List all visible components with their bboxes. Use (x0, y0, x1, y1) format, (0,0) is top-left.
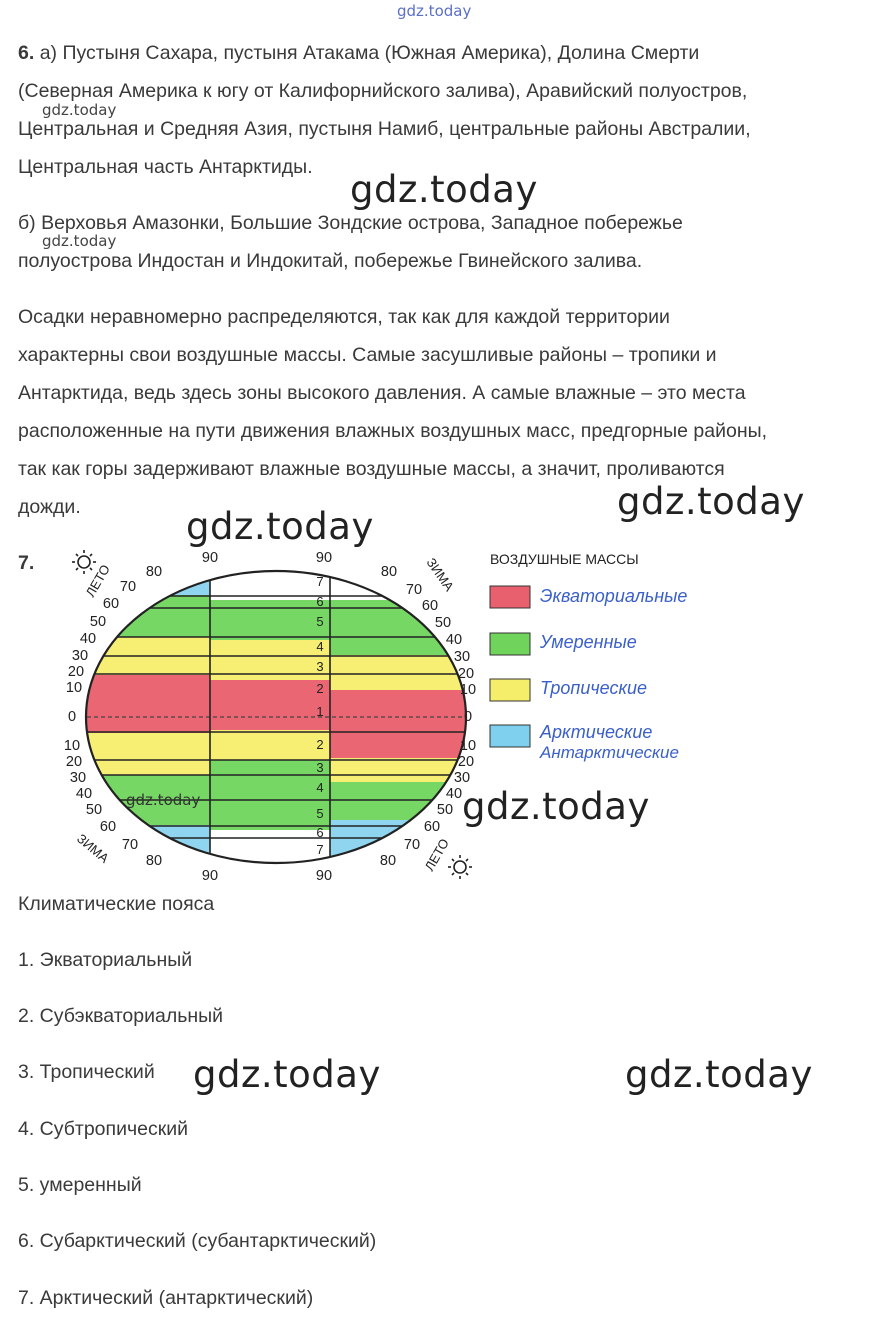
legend-label-temperate: Умеренные (540, 632, 637, 652)
latitude-label: 40 (79, 631, 97, 647)
winter-label-bottom: ЗИМА (74, 830, 112, 866)
latitude-label: 70 (405, 582, 423, 598)
air-masses-diagram (0, 540, 875, 880)
band-left-equatorial (80, 675, 210, 733)
watermark-top: gdz.today (397, 2, 472, 20)
latitude-label: 80 (145, 853, 163, 869)
latitude-label: 40 (75, 786, 93, 802)
latitude-label: 0 (463, 709, 473, 725)
explanation-line-2: характерны свои воздушные массы. Самые засушливые районы – тропики и (18, 344, 717, 366)
belt-number-label: 2 (316, 681, 324, 696)
watermark: gdz.today (350, 168, 538, 211)
latitude-label: 20 (457, 666, 475, 682)
latitude-label: 60 (99, 819, 117, 835)
latitude-label: 20 (67, 664, 85, 680)
explanation-line-3: Антарктида, ведь здесь зоны высокого давления. А самые влажные – это места (18, 382, 746, 404)
task6-b-text-2: полуострова Индостан и Индокитай, побережье Гвинейского залива. (18, 250, 643, 272)
explanation-line-6: дожди. (18, 496, 81, 518)
latitude-label: 40 (445, 786, 463, 802)
watermark: gdz.today (617, 480, 805, 523)
belt-number-label: 2 (316, 737, 324, 752)
belt-number-label: 6 (316, 594, 324, 609)
watermark: gdz.today (193, 1053, 381, 1096)
band-middle-temperate-s (210, 760, 330, 830)
task6-a-text-1: а) Пустыня Сахара, пустыня Атакама (Южная Америка), Долина Смерти (39, 42, 700, 64)
explanation-line-5: так как горы задерживают влажные воздушные массы, а значит, проливаются (18, 458, 725, 480)
sun-icon (72, 550, 96, 574)
legend-label-arctic: Арктические (540, 722, 653, 742)
belt-number-label: 7 (316, 574, 324, 589)
task6-a-text-2: (Северная Америка к югу от Калифорнийского залива), Аравийский полуостров, (18, 80, 748, 102)
latitude-label: 90 (201, 550, 219, 566)
belt-number-label: 6 (316, 825, 324, 840)
belt-item-6: 6. Субарктический (субантарктический) (18, 1230, 377, 1252)
latitude-label: 70 (119, 579, 137, 595)
legend-label-equatorial: Экваториальные (540, 586, 688, 606)
summer-label-bottom: ЛЕТО (421, 835, 452, 874)
latitude-label: 50 (85, 802, 103, 818)
latitude-label: 0 (67, 709, 77, 725)
latitude-label: 90 (315, 550, 333, 566)
climate-belts-heading: Климатические пояса (18, 893, 215, 915)
explanation-line-4: расположенные на пути движения влажных воздушных масс, предгорные районы, (18, 420, 768, 442)
latitude-label: 80 (379, 853, 397, 869)
belt-number-label: 5 (316, 806, 324, 821)
task7-number: 7. (18, 552, 35, 574)
task6-line-1 (18, 42, 699, 65)
legend-title: ВОЗДУШНЫЕ МАССЫ (490, 551, 639, 567)
latitude-label: 50 (434, 615, 452, 631)
belt-item-1: 1. Экваториальный (18, 949, 193, 971)
winter-label-top: ЗИМА (423, 555, 457, 594)
watermark: gdz.today (42, 232, 117, 250)
belt-number-label: 4 (316, 780, 324, 795)
latitude-label: 30 (71, 648, 89, 664)
band-middle-equatorial (210, 680, 330, 730)
watermark: gdz.today (625, 1053, 813, 1096)
belt-number-label: 1 (316, 704, 324, 719)
latitude-label: 70 (403, 837, 421, 853)
legend-swatch-arctic (490, 725, 530, 747)
belt-number-label: 7 (316, 842, 324, 857)
latitude-label: 10 (459, 682, 477, 698)
latitude-label: 80 (380, 564, 398, 580)
latitude-label: 10 (65, 680, 83, 696)
latitude-label: 80 (145, 564, 163, 580)
summer-label-top: ЛЕТО (82, 561, 113, 600)
task6-number: 6. (18, 42, 35, 64)
latitude-label: 30 (453, 649, 471, 665)
latitude-label: 40 (445, 632, 463, 648)
latitude-label: 50 (436, 802, 454, 818)
legend-swatch-equatorial (490, 586, 530, 608)
latitude-label: 30 (453, 770, 471, 786)
latitude-label: 20 (457, 754, 475, 770)
latitude-label: 20 (65, 754, 83, 770)
sun-icon (448, 855, 472, 879)
latitude-label: 60 (421, 598, 439, 614)
band-right-equatorial (330, 690, 473, 758)
belt-number-label: 3 (316, 659, 324, 674)
belt-number-label: 4 (316, 639, 324, 654)
task6-b-text-1: б) Верховья Амазонки, Большие Зондские острова, Западное побережье (18, 212, 683, 234)
latitude-label: 60 (102, 596, 120, 612)
legend-swatch-temperate (490, 633, 530, 655)
belt-item-2: 2. Субэкваториальный (18, 1005, 224, 1027)
latitude-label: 90 (201, 868, 219, 880)
belt-item-7: 7. Арктический (антарктический) (18, 1287, 314, 1309)
legend-swatch-tropical (490, 679, 530, 701)
latitude-label: 90 (315, 868, 333, 880)
task6-a-text-3: Центральная и Средняя Азия, пустыня Намиб, центральные районы Австралии, (18, 118, 751, 140)
latitude-label: 50 (89, 614, 107, 630)
explanation-line-1: Осадки неравномерно распределяются, так как для каждой территории (18, 306, 670, 328)
belt-item-5: 5. умеренный (18, 1174, 142, 1196)
latitude-label: 70 (121, 837, 139, 853)
legend-label-antarctic: Антарктические (540, 743, 679, 762)
band-middle-tropical-s (210, 730, 330, 760)
latitude-label: 10 (63, 738, 81, 754)
latitude-label: 60 (423, 819, 441, 835)
task6-a-text-4: Центральная часть Антарктиды. (18, 156, 313, 178)
watermark: gdz.today (186, 505, 374, 548)
belt-item-4: 4. Субтропический (18, 1118, 189, 1140)
belt-number-label: 5 (316, 614, 324, 629)
legend-label-tropical: Тропические (540, 678, 647, 698)
latitude-label: 10 (459, 738, 477, 754)
belt-item-3: 3. Тропический (18, 1061, 155, 1083)
watermark: gdz.today (126, 791, 201, 809)
belt-number-label: 3 (316, 760, 324, 775)
band-right-tropical (330, 655, 470, 690)
band-middle-temperate (210, 600, 330, 640)
watermark: gdz.today (462, 785, 650, 828)
watermark: gdz.today (42, 101, 117, 119)
latitude-label: 30 (69, 770, 87, 786)
